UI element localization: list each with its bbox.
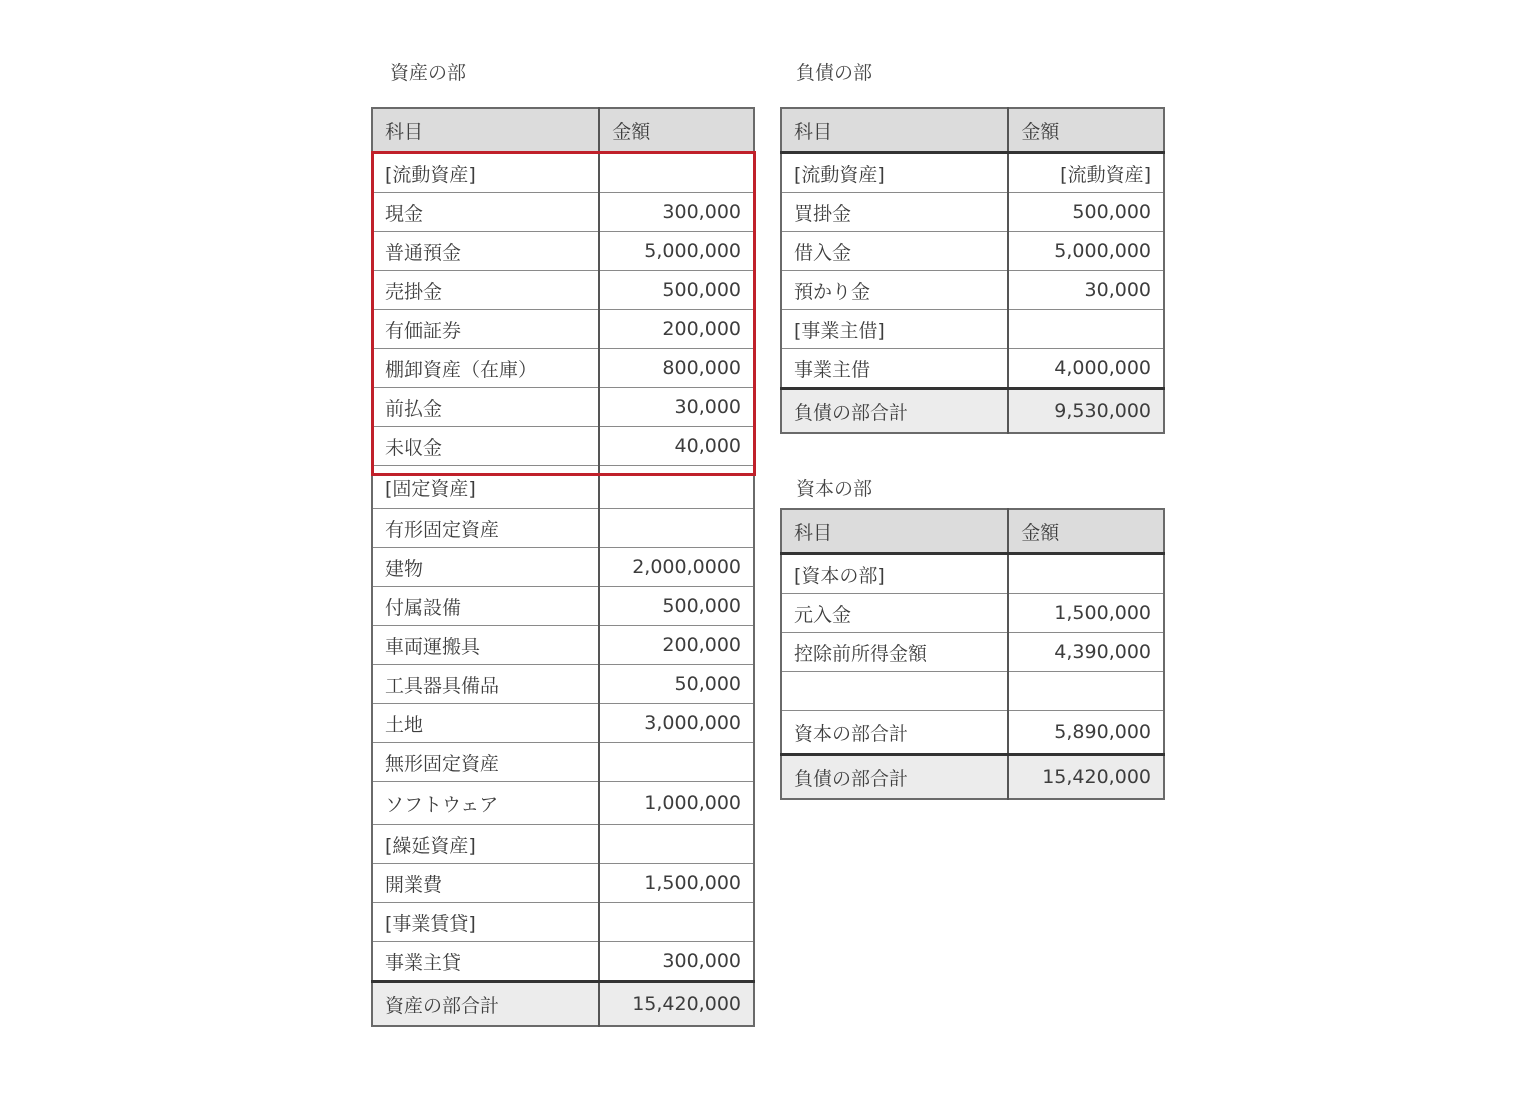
- row-item: 建物: [372, 548, 599, 587]
- table-row: [372, 782, 754, 825]
- row-amount: 500,000: [599, 271, 754, 310]
- total-row: [372, 982, 754, 1027]
- header-item: 科目: [372, 108, 599, 153]
- row-amount: [599, 903, 754, 942]
- row-item: 買掛金: [781, 193, 1008, 232]
- subtotal-row: [781, 711, 1164, 755]
- table-row: [372, 193, 754, 232]
- table-header-row: [781, 509, 1164, 554]
- row-amount: 300,000: [599, 942, 754, 982]
- row-item: 売掛金: [372, 271, 599, 310]
- table-row: [372, 864, 754, 903]
- row-amount: 5,000,000: [1008, 232, 1164, 271]
- total-row: [781, 389, 1164, 434]
- total-amount: 15,420,000: [599, 982, 754, 1027]
- row-amount: [1008, 554, 1164, 594]
- table-row: [372, 704, 754, 743]
- row-item: 事業主貸: [372, 942, 599, 982]
- total-amount: 15,420,000: [1008, 755, 1164, 800]
- row-item: 有価証券: [372, 310, 599, 349]
- row-amount: [1008, 310, 1164, 349]
- row-item: 有形固定資産: [372, 509, 599, 548]
- row-item: [事業賃貸]: [372, 903, 599, 942]
- row-item: 預かり金: [781, 271, 1008, 310]
- table-row: [781, 594, 1164, 633]
- row-amount: 4,000,000: [1008, 349, 1164, 389]
- row-item: 借入金: [781, 232, 1008, 271]
- row-amount: 500,000: [599, 587, 754, 626]
- table-row: [781, 153, 1164, 193]
- header-amount: 金額: [1008, 509, 1164, 554]
- table-row: [372, 466, 754, 509]
- table-row-empty: [781, 672, 1164, 711]
- row-item: 無形固定資産: [372, 743, 599, 782]
- table-row: [781, 554, 1164, 594]
- row-amount: [599, 509, 754, 548]
- row-item: 前払金: [372, 388, 599, 427]
- row-amount: 1,500,000: [1008, 594, 1164, 633]
- row-item: 付属設備: [372, 587, 599, 626]
- total-item: 資産の部合計: [372, 982, 599, 1027]
- row-item: ソフトウェア: [372, 782, 599, 825]
- liabilities-table: [780, 107, 1165, 434]
- equity-table: [780, 508, 1165, 800]
- row-amount: 2,000,0000: [599, 548, 754, 587]
- row-amount: 200,000: [599, 626, 754, 665]
- row-item: 控除前所得金額: [781, 633, 1008, 672]
- row-item: 車両運搬具: [372, 626, 599, 665]
- row-item: 普通預金: [372, 232, 599, 271]
- row-item: 工具器具備品: [372, 665, 599, 704]
- row-item: [繰延資産]: [372, 825, 599, 864]
- row-item: 土地: [372, 704, 599, 743]
- row-item: 事業主借: [781, 349, 1008, 389]
- row-amount: [599, 153, 754, 193]
- row-amount: 300,000: [599, 193, 754, 232]
- row-item: [資本の部]: [781, 554, 1008, 594]
- liabilities-section-title: 負債の部: [796, 62, 873, 84]
- equity-section-title: 資本の部: [796, 478, 873, 500]
- row-amount: [599, 743, 754, 782]
- row-amount: 4,390,000: [1008, 633, 1164, 672]
- table-row: [781, 271, 1164, 310]
- total-amount: 9,530,000: [1008, 389, 1164, 434]
- table-row-highlighted: [372, 349, 754, 388]
- row-amount: 500,000: [1008, 193, 1164, 232]
- table-row: [372, 509, 754, 548]
- row-amount: 3,000,000: [599, 704, 754, 743]
- row-amount: [流動資産]: [1008, 153, 1164, 193]
- table-row: [372, 388, 754, 427]
- table-row: [781, 349, 1164, 389]
- assets-section-title: 資産の部: [390, 62, 467, 84]
- row-item: 元入金: [781, 594, 1008, 633]
- row-amount: 40,000: [599, 427, 754, 466]
- table-row: [372, 310, 754, 349]
- total-item: 負債の部合計: [781, 755, 1008, 800]
- table-row: [781, 232, 1164, 271]
- row-amount: 1,000,000: [599, 782, 754, 825]
- table-row: [372, 942, 754, 982]
- total-row: [781, 755, 1164, 800]
- row-amount: [599, 825, 754, 864]
- row-amount: 5,000,000: [599, 232, 754, 271]
- table-header-row: [372, 108, 754, 153]
- total-item: 負債の部合計: [781, 389, 1008, 434]
- row-item: 現金: [372, 193, 599, 232]
- table-row: [372, 743, 754, 782]
- table-row: [781, 310, 1164, 349]
- table-row: [372, 153, 754, 193]
- row-amount: 50,000: [599, 665, 754, 704]
- row-amount: 30,000: [599, 388, 754, 427]
- table-header-row: [781, 108, 1164, 153]
- row-item: 開業費: [372, 864, 599, 903]
- row-item: [固定資産]: [372, 466, 599, 509]
- row-item: [事業主借]: [781, 310, 1008, 349]
- table-row: [372, 232, 754, 271]
- header-amount: 金額: [599, 108, 754, 153]
- table-row: [372, 587, 754, 626]
- table-row: [372, 903, 754, 942]
- row-amount: [1008, 672, 1164, 711]
- table-row: [372, 548, 754, 587]
- row-amount: 200,000: [599, 310, 754, 349]
- assets-table: [371, 107, 755, 1027]
- row-amount: 800,000: [599, 349, 754, 388]
- table-row: [781, 633, 1164, 672]
- row-item: [781, 672, 1008, 711]
- row-item: [流動資産]: [781, 153, 1008, 193]
- row-amount: 30,000: [1008, 271, 1164, 310]
- row-item: [流動資産]: [372, 153, 599, 193]
- header-item: 科目: [781, 108, 1008, 153]
- row-amount: [599, 466, 754, 509]
- table-row: [372, 626, 754, 665]
- row-amount: 5,890,000: [1008, 711, 1164, 755]
- row-item-inventory: 棚卸資産（在庫）: [372, 349, 599, 388]
- table-row: [781, 193, 1164, 232]
- table-row: [372, 271, 754, 310]
- table-row: [372, 825, 754, 864]
- row-item: 資本の部合計: [781, 711, 1008, 755]
- row-item: 未収金: [372, 427, 599, 466]
- table-row: [372, 427, 754, 466]
- header-amount: 金額: [1008, 108, 1164, 153]
- table-row: [372, 665, 754, 704]
- header-item: 科目: [781, 509, 1008, 554]
- row-amount: 1,500,000: [599, 864, 754, 903]
